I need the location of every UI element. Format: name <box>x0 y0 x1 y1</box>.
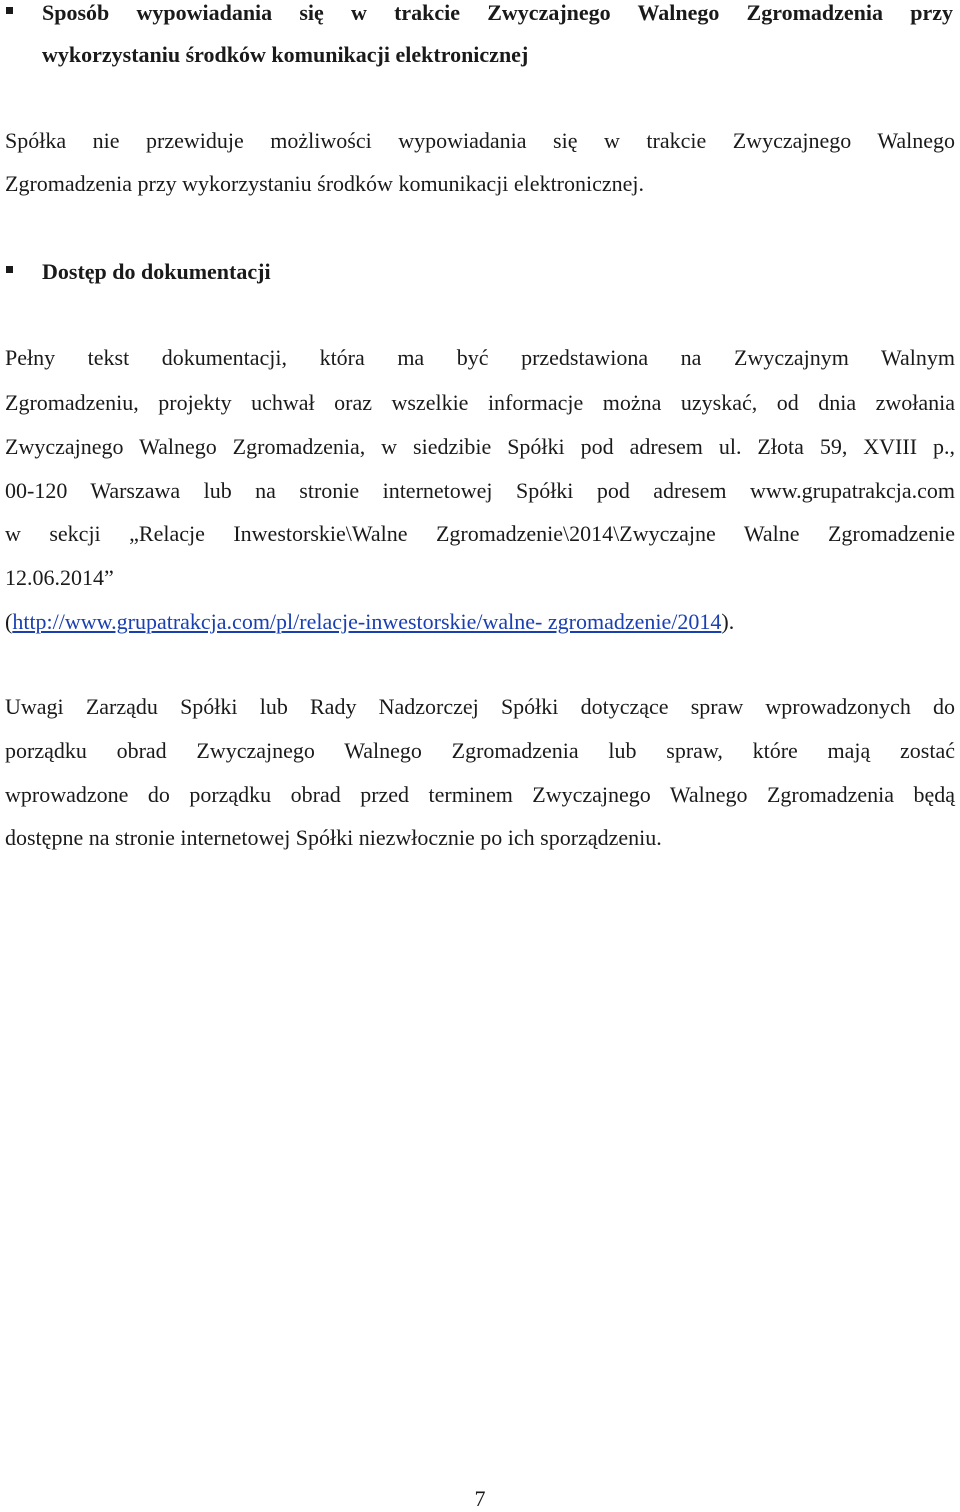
section-heading-line-1: Sposób wypowiadania się w trakcie Zwyczajnego Walnego Zgromadzenia przy <box>42 0 953 25</box>
paragraph-line: Spółka nie przewiduje możliwości wypowiadania się w trakcie Zwyczajnego Walnego <box>5 128 955 153</box>
paragraph-line: Uwagi Zarządu Spółki lub Rady Nadzorczej Spółki dotyczące spraw wprowadzonych do <box>5 694 955 719</box>
paragraph-line: w sekcji „Relacje Inwestorskie\Walne Zgromadzenie\2014\Zwyczajne Walne Zgromadzenie <box>5 521 955 546</box>
section-heading-line-2: wykorzystaniu środków komunikacji elektronicznej <box>42 42 529 67</box>
paragraph-line: Zwyczajnego Walnego Zgromadzenia, w siedzibie Spółki pod adresem ul. Złota 59, XVIII p., <box>5 434 955 459</box>
paragraph-line: 00-120 Warszawa lub na stronie internetowej Spółki pod adresem www.grupatrakcja.com <box>5 478 955 503</box>
paragraph-line: 12.06.2014” <box>5 565 114 590</box>
paragraph-line: porządku obrad Zwyczajnego Walnego Zgromadzenia lub spraw, które mają zostać <box>5 738 955 763</box>
paragraph-line: Pełny tekst dokumentacji, która ma być przedstawiona na Zwyczajnym Walnym <box>5 345 955 370</box>
documentation-link[interactable]: http://www.grupatrakcja.com/pl/relacje-inwestorskie/walne- zgromadzenie/2014 <box>12 609 722 634</box>
paragraph-line: Zgromadzeniu, projekty uchwał oraz wszelkie informacje można uzyskać, od dnia zwołania <box>5 390 955 415</box>
paragraph-line: Zgromadzenia przy wykorzystaniu środków komunikacji elektronicznej. <box>5 171 645 196</box>
link-close-paren: ). <box>721 609 735 634</box>
page-number: 7 <box>474 1486 486 1511</box>
paragraph-line: dostępne na stronie internetowej Spółki niezwłocznie po ich sporządzeniu. <box>5 825 662 850</box>
link-open-paren: ( <box>5 609 13 634</box>
paragraph-line: wprowadzone do porządku obrad przed terminem Zwyczajnego Walnego Zgromadzenia będą <box>5 782 955 807</box>
bullet-icon <box>6 266 13 273</box>
link-line <box>5 609 955 635</box>
bullet-icon <box>6 7 13 14</box>
section-heading: Dostęp do dokumentacji <box>42 259 271 284</box>
